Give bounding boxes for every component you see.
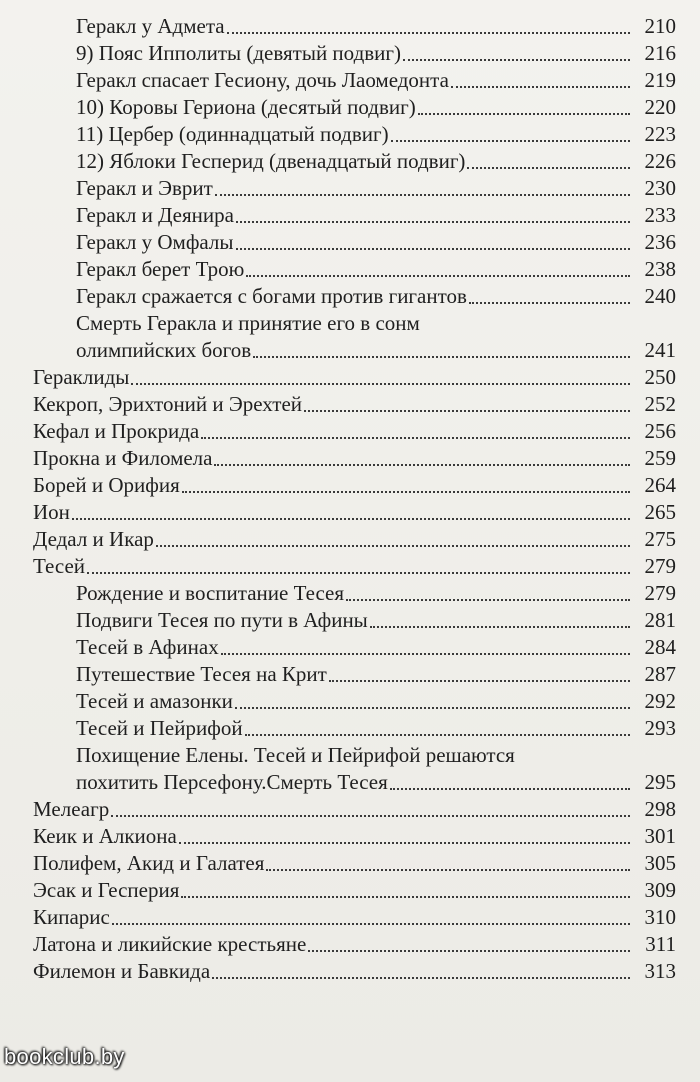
dot-leader [418,103,630,115]
toc-entry-title: Рождение и воспитание Тесея [76,581,345,605]
toc-entry-page-number: 264 [644,473,676,497]
dot-leader [390,778,630,790]
toc-entry-title: 12) Яблоки Гесперид (двенадцатый подвиг) [76,149,466,173]
toc-entry [0,904,700,931]
dot-leader [179,832,630,844]
toc-entry-page-number: 238 [644,257,676,281]
toc-entry-title: Кипарис [33,905,110,929]
watermark: bookclub.by [4,1044,125,1069]
toc-entry-title: Мелеагр [33,797,110,821]
toc-entry-page-number: 220 [644,95,676,119]
toc-entry-title: Похищение Елены. Тесей и Пейрифой решаются [76,743,515,767]
toc-entry-page-number: 295 [644,770,676,794]
toc-entry-page-number: 230 [644,176,676,200]
dot-leader [212,967,630,979]
toc-entry-page-number: 226 [644,149,676,173]
toc-entry-title: Полифем, Акид и Галатея [33,851,265,875]
toc-entry-title: Геракл спасает Гесиону, дочь Лаомедонта [76,68,449,92]
toc-entry [0,94,700,121]
dot-leader [266,859,630,871]
dot-leader [156,535,630,547]
dot-leader [246,265,630,277]
toc-entry-title: Тесей [33,554,86,578]
toc-entry-page-number: 210 [644,14,676,38]
toc-entry-page-number: 250 [644,365,676,389]
dot-leader [215,184,630,196]
toc-entry [0,13,700,40]
toc-entry-page-number: 279 [644,554,676,578]
dot-leader [221,643,630,655]
toc-entry-title-continued: олимпийских богов [76,338,252,362]
toc-entry [0,688,700,715]
dot-leader [346,589,630,601]
toc-entry-page-number: 216 [644,41,676,65]
dot-leader [391,130,630,142]
dot-leader [87,562,630,574]
toc-entry-page-number: 233 [644,203,676,227]
toc-entry-page-number: 313 [644,959,676,983]
toc-entry-page-number: 259 [644,446,676,470]
toc-entry-title: Борей и Орифия [33,473,180,497]
toc-entry-page-number: 252 [644,392,676,416]
toc-entry [0,580,700,607]
toc-entry [0,67,700,94]
toc-entry-title: Подвиги Тесея по пути в Афины [76,608,368,632]
toc-entry-title: Тесей в Афинах [76,635,219,659]
toc-entry-title: Латона и ликийские крестьяне [33,932,307,956]
toc-entry [0,796,700,823]
toc-entry-title: Кеик и Алкиона [33,824,177,848]
dot-leader [467,157,630,169]
table-of-contents [0,13,700,985]
toc-entry-title: Тесей и амазонки [76,689,233,713]
dot-leader [236,238,630,250]
toc-entry [0,445,700,472]
toc-entry-title: Геракл у Омфалы [76,230,234,254]
toc-entry-title: Кекроп, Эрихтоний и Эрехтей [33,392,303,416]
toc-entry-title: Геракл сражается с богами против гигантов [76,284,467,308]
toc-entry-page-number: 219 [644,68,676,92]
dot-leader [469,292,630,304]
dot-leader [182,481,630,493]
toc-entry [0,175,700,202]
toc-entry-page-number: 301 [644,824,676,848]
toc-entry [0,715,700,742]
toc-entry-title: Геракл и Деянира [76,203,234,227]
dot-leader [214,454,630,466]
toc-entry [0,742,700,796]
toc-entry-title: Кефал и Прокрида [33,419,200,443]
toc-entry-page-number: 309 [644,878,676,902]
toc-entry-page-number: 281 [644,608,676,632]
toc-entry-title: Геракл берет Трою [76,257,245,281]
toc-entry-title: Геракл и Эврит [76,176,213,200]
dot-leader [112,913,630,925]
dot-leader [227,22,630,34]
dot-leader [131,373,630,385]
toc-entry-title: Филемон и Бавкида [33,959,211,983]
toc-entry [0,472,700,499]
toc-entry-page-number: 310 [644,905,676,929]
toc-entry [0,202,700,229]
toc-entry-page-number: 275 [644,527,676,551]
dot-leader [72,508,630,520]
toc-entry [0,283,700,310]
toc-entry-page-number: 256 [644,419,676,443]
dot-leader [370,616,630,628]
dot-leader [304,400,630,412]
toc-entry-page-number: 284 [644,635,676,659]
toc-entry [0,148,700,175]
toc-entry-title: Дедал и Икар [33,527,154,551]
toc-entry-title: 9) Пояс Ипполиты (девятый подвиг) [76,41,402,65]
toc-entry-title: Смерть Геракла и принятие его в сонм [76,311,420,335]
toc-entry-page-number: 236 [644,230,676,254]
toc-entry [0,418,700,445]
toc-entry [0,229,700,256]
toc-entry-title: 10) Коровы Гериона (десятый подвиг) [76,95,416,119]
toc-entry [0,850,700,877]
toc-entry [0,40,700,67]
dot-leader [451,76,630,88]
toc-entry [0,877,700,904]
toc-entry-title: Тесей и Пейрифой [76,716,243,740]
toc-entry-page-number: 311 [645,932,676,956]
toc-entry [0,607,700,634]
toc-entry-page-number: 298 [644,797,676,821]
toc-entry [0,121,700,148]
dot-leader [253,346,630,358]
toc-entry-page-number: 279 [644,581,676,605]
toc-entry-page-number: 241 [644,338,676,362]
dot-leader [308,940,630,952]
toc-entry-title: Ион [33,500,70,524]
toc-entry [0,256,700,283]
toc-entry-title: Прокна и Филомела [33,446,213,470]
toc-entry [0,499,700,526]
dot-leader [245,724,630,736]
toc-entry [0,553,700,580]
dot-leader [181,886,630,898]
toc-entry [0,661,700,688]
dot-leader [329,670,630,682]
toc-entry [0,823,700,850]
toc-entry-title: 11) Цербер (одиннадцатый подвиг) [76,122,389,146]
dot-leader [235,697,630,709]
dot-leader [403,49,630,61]
toc-entry-page-number: 287 [644,662,676,686]
dot-leader [201,427,630,439]
toc-entry [0,958,700,985]
toc-entry-page-number: 240 [644,284,676,308]
toc-entry-title: Геракл у Адмета [76,14,225,38]
toc-entry-page-number: 265 [644,500,676,524]
toc-entry [0,391,700,418]
toc-entry-page-number: 223 [644,122,676,146]
toc-entry [0,634,700,661]
toc-entry-title: Путешествие Тесея на Крит [76,662,327,686]
toc-entry-page-number: 293 [644,716,676,740]
dot-leader [236,211,630,223]
dot-leader [111,805,630,817]
toc-entry-title-continued: похитить Персефону.Смерть Тесея [76,770,388,794]
toc-entry-page-number: 305 [644,851,676,875]
toc-entry-page-number: 292 [644,689,676,713]
toc-entry [0,931,700,958]
toc-entry [0,310,700,364]
toc-entry [0,526,700,553]
toc-entry-title: Гераклиды [33,365,130,389]
toc-entry [0,364,700,391]
toc-entry-title: Эсак и Гесперия [33,878,180,902]
